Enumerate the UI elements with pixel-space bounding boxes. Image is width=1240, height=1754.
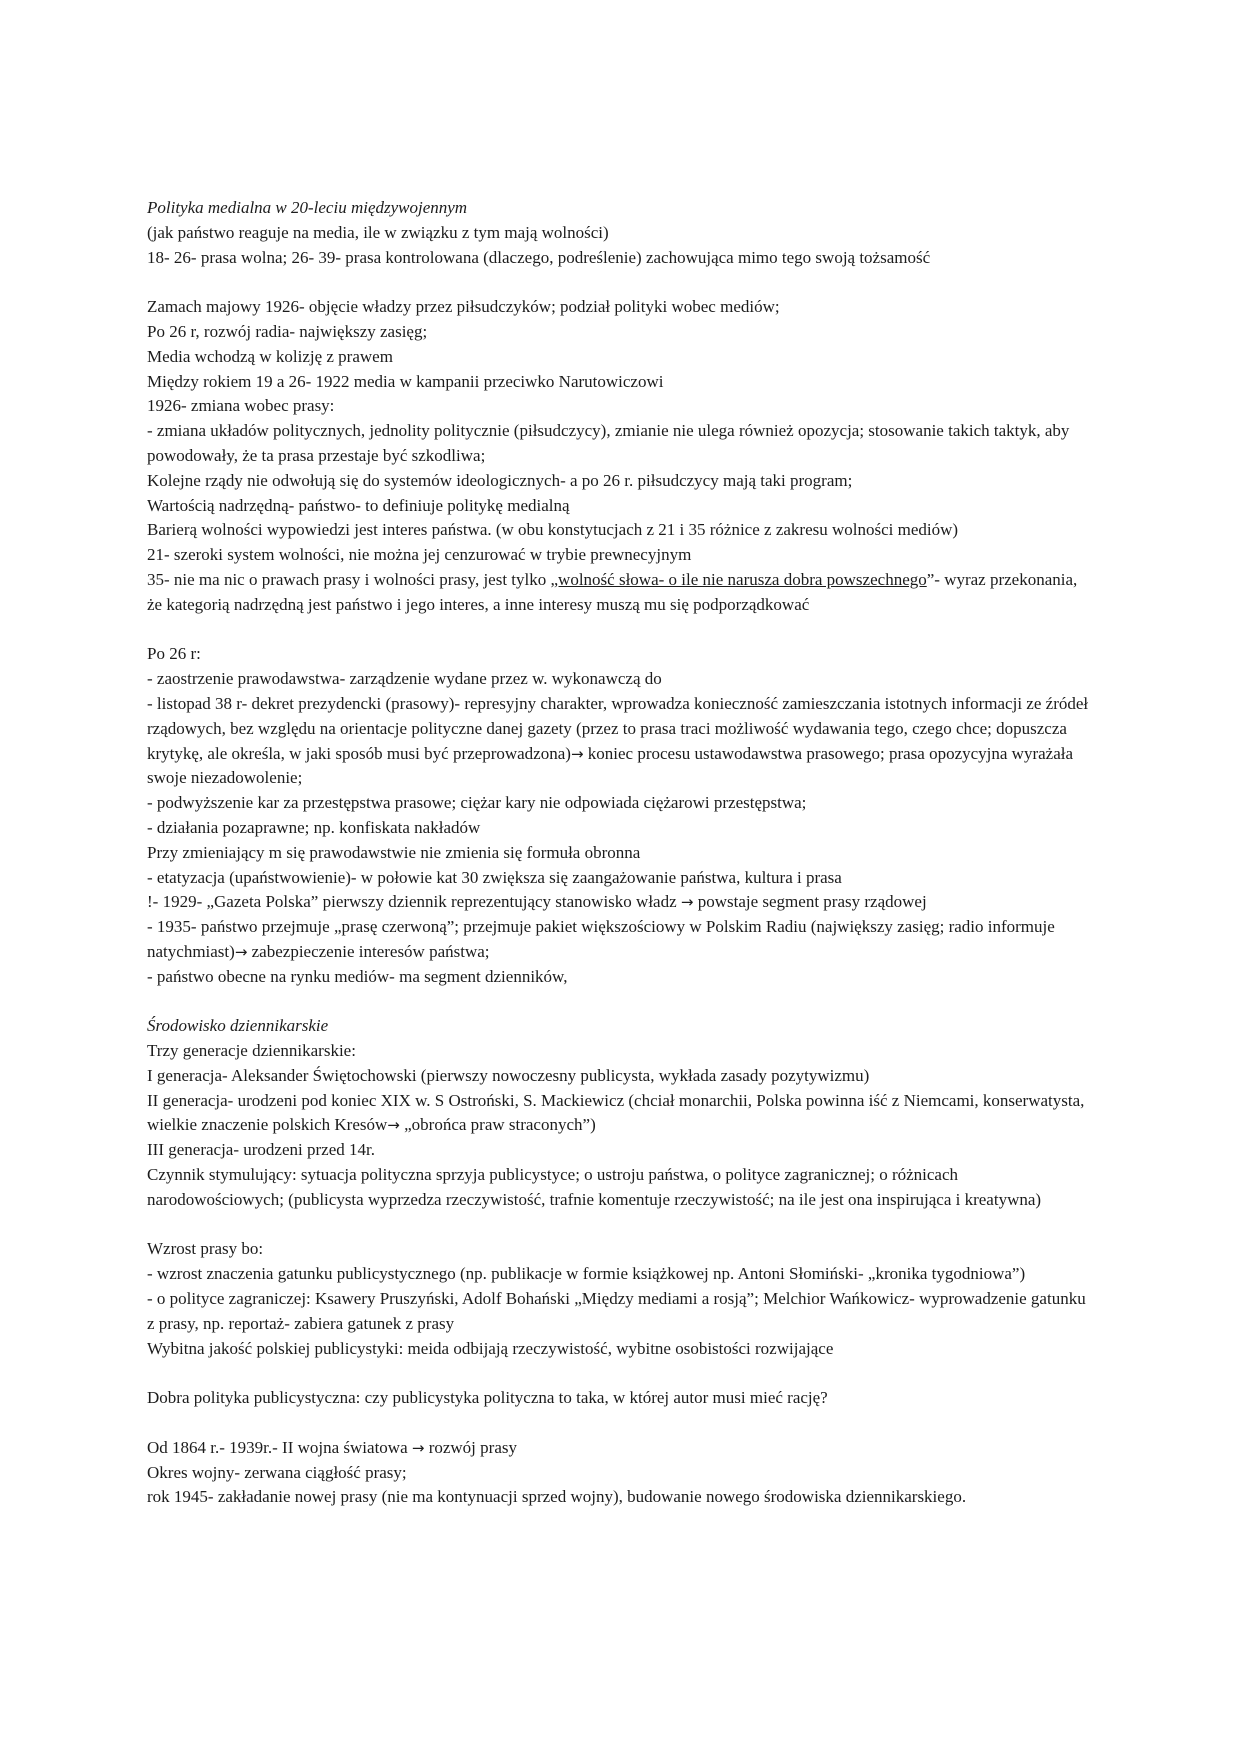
arrow-right-icon: → [234,942,248,961]
paragraph-line: - zaostrzenie prawodawstwa- zarządzenie wydane przez w. wykonawczą do [147,669,662,689]
paragraph-line: Okres wojny- zerwana ciągłość prasy; [147,1462,407,1482]
paragraph-line: III generacja- urodzeni przed 14r. [147,1140,375,1160]
paragraph-line: 21- szeroki system wolności, nie można jej cenzurować w trybie prewnecyjnym [147,545,692,565]
paragraph-line: - podwyższenie kar za przestępstwa prasowe; ciężar kary nie odpowiada ciężarowi przestępstwa; [147,793,807,813]
text-span: „obrońca praw straconych”) [399,1115,596,1135]
paragraph-line: 18- 26- prasa wolna; 26- 39- prasa kontrolowana (dlaczego, podreślenie) zachowująca mimo tego swoją tożsamość [147,247,931,267]
paragraph-line: Wybitna jakość polskiej publicystyki: meida odbijają rzeczywistość, wybitne osobistości rozwijające [147,1338,834,1358]
paragraph-line: Po 26 r, rozwój radia- największy zasięg; [147,321,428,341]
section-title-media-policy: Polityka medialna w 20-leciu międzywojennym [147,198,468,217]
paragraph-line: - o polityce zagraniczej: Ksawery Pruszyński, Adolf Bohański „Między mediami a rosją”; Melchior Wańkowicz- wyprowadzenie gatunku z prasy, np. reportaż- zabiera gatunek z prasy [147,1289,1086,1333]
paragraph-line: Między rokiem 19 a 26- 1922 media w kampanii przeciwko Narutowiczowi [147,371,664,391]
arrow-right-icon: → [387,1116,400,1135]
text-span: 35- nie ma nic o prawach prasy i wolności prasy, jest tylko [147,569,551,589]
paragraph-line: I generacja- Aleksander Świętochowski (pierwszy nowoczesny publicysta, wykłada zasady pozytywizmu) [147,1065,870,1085]
paragraph-line-generation-2 [147,1089,1092,1139]
text-span: II generacja- urodzeni pod koniec XIX w. S Ostroński, S. Mackiewicz (chciał monarchii, Polska powinna iść z Niemcami, konserwatysta, wielkie znaczenie polskich Kresów [147,1090,1085,1135]
paragraph-line: - etatyzacja (upaństwowienie)- w połowie kat 30 zwiększa się zaangażowanie państwa, kultura i prasa [147,867,842,887]
text-span: Od 1864 r.- 1939r.- II wojna światowa [147,1437,408,1457]
text-span: - 1935- państwo przejmuje „prasę czerwoną”; przejmuje pakiet większościowy w Polskim Radiu (największy zasięg; radio informuje natychmiast) [147,917,1055,961]
arrow-right-icon: → [570,744,584,763]
paragraph-line: 1926- zmiana wobec prasy: [147,396,335,416]
paragraph-line-question: Dobra polityka publicystyczna: czy publicystyka polityczna to taka, w której autor musi mieć rację? [147,1388,828,1408]
paragraph-line-constitution-35 [147,568,1092,618]
section-title-journalists: Środowisko dziennikarskie [147,1016,329,1036]
paragraph-line: - działania pozaprawne; np. konfiskata nakładów [147,817,481,837]
paragraph-line: Barierą wolności wypowiedzi jest interes państwa. (w obu konstytucjach z 21 i 35 różnice z zakresu wolności mediów) [147,520,959,540]
text-span: powstaje segment prasy rządowej [693,892,927,912]
text-span: rozwój prasy [424,1437,517,1457]
paragraph-line: rok 1945- zakładanie nowej prasy (nie ma kontynuacji sprzed wojny), budowanie nowego środowiska dziennikarskiego. [147,1487,967,1507]
text-span: - listopad 38 r- dekret prezydencki (prasowy)- represyjny charakter, wprowadza konieczność zamieszczania istotnych informacji ze źródeł rządowych, bez względu na orientacje polityczne danej gazety (przez to prasa traci możliwość wydawania tego, czego chce; dopuszcza krytykę, ale określa, w jaki sposób musi być przeprowadzona) [147,693,1089,763]
paragraph-line: (jak państwo reaguje na media, ile w związku z tym mają wolności) [147,222,609,242]
paragraph-line: Media wchodzą w kolizję z prawem [147,346,393,366]
paragraph-line: Czynnik stymulujący: sytuacja polityczna sprzyja publicystyce; o ustroju państwa, o polityce zagranicznej; o różnicach narodowościowych; (publicysta wyprzedza rzeczywistość, trafnie komentuje rzeczywistość; na ile jest ona inspirująca i kreatywna) [147,1165,1042,1209]
paragraph-line-gazeta [147,890,1092,915]
paragraph-line: Kolejne rządy nie odwołują się do systemów ideologicznych- a po 26 r. piłsudczycy mają taki program; [147,470,853,490]
paragraph-line: Wzrost prasy bo: [147,1239,264,1259]
paragraph-line: Przy zmieniający m się prawodawstwie nie zmienia się formuła obronna [147,842,641,862]
arrow-right-icon: → [411,1438,425,1457]
section-heading-after-26: Po 26 r: [147,644,201,664]
text-span: !- 1929- „Gazeta Polska” pierwszy dziennik reprezentujący stanowisko władz [147,892,677,912]
paragraph-line-radio [147,915,1092,965]
paragraph-line: - państwo obecne na rynku mediów- ma segment dzienników, [147,966,568,986]
text-span: zabezpieczenie interesów państwa; [247,941,490,961]
paragraph-line-decree [147,692,1092,791]
paragraph-line: - wzrost znaczenia gatunku publicystycznego (np. publikacje w formie książkowej np. Antoni Słomiński- „kronika tygodniowa”) [147,1264,1026,1284]
paragraph-line: Wartością nadrzędną- państwo- to definiuje politykę medialną [147,495,570,515]
text-span: koniec procesu ustawodawstwa prasowego; prasa opozycyjna wyrażała swoje niezadowolenie; [147,743,1074,788]
paragraph-line: Trzy generacje dziennikarskie: [147,1041,356,1061]
text-span: ”- wyraz przekonania, że kategorią nadrzędną jest państwo i jego interes, a inne interesy muszą mu się podporządkować [147,569,1078,614]
underlined-quote: „wolność słowa- o ile nie narusza dobra powszechnego [550,569,927,589]
arrow-right-icon: → [680,893,694,912]
paragraph-line: - zmiana układów politycznych, jednolity politycznie (piłsudczycy), zmianie nie ulega również opozycja; stosowanie takich taktyk, aby powodowały, że ta prasa przestaje być szkodliwa; [147,421,1070,465]
paragraph-line-timeline [147,1436,1092,1461]
document-page [147,196,1092,1510]
paragraph-line: Zamach majowy 1926- objęcie władzy przez piłsudczyków; podział polityki wobec mediów; [147,297,780,317]
